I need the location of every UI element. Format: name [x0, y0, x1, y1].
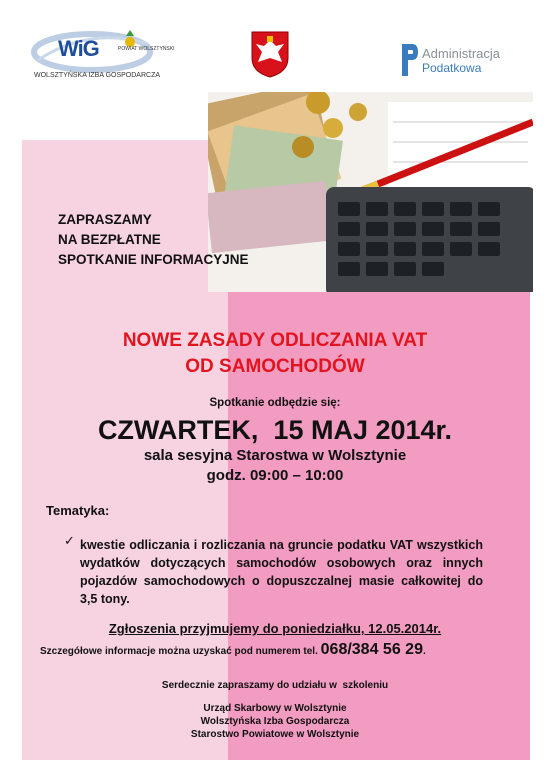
- regards-text: Serdecznie zapraszamy do udziału w szkoleniu: [161, 680, 389, 691]
- headline-line-2: OD SAMOCHODÓW: [185, 356, 365, 377]
- organizer-2: Wolsztyńska Izba Gospodarcza: [200, 716, 350, 727]
- meeting-time: godz. 09:00 – 10:00: [206, 467, 344, 484]
- meeting-venue: sala sesyjna Starostwa w Wolsztynie: [143, 447, 407, 464]
- organizer-1: Urząd Skarbowy w Wolsztynie: [203, 703, 347, 714]
- invite-line-1: ZAPRASZAMY: [58, 212, 152, 227]
- money-calculator-photo: [208, 92, 533, 292]
- contact-info: [40, 641, 426, 659]
- invite-line-2: NA BEZPŁATNE: [58, 232, 161, 247]
- wig-caption: WOLSZTYŃSKA IZBA GOSPODARCZA: [34, 72, 161, 79]
- topic-item: kwestie odliczania i rozliczania na gruncie podatku VAT wszystkich wydatków dotyczących samochodów osobowych oraz innych pojazdów samochodowych o dopuszczalnej masie całkowitej do 3,5 tony.: [80, 538, 483, 606]
- topics-title: Tematyka:: [46, 503, 110, 518]
- wig-logo: [30, 30, 175, 90]
- admin-logo-icon: [400, 42, 420, 78]
- checkmark-icon: ✓: [64, 534, 75, 549]
- registration-deadline: Zgłoszenia przyjmujemy do poniedziałku, 12.05.2014r.: [108, 621, 442, 636]
- meeting-label: Spotkanie odbędzie się:: [209, 397, 341, 409]
- invite-line-3: SPOTKANIE INFORMACYJNE: [58, 252, 249, 267]
- contact-info-end: .: [422, 646, 426, 657]
- invitation-block: [58, 210, 249, 270]
- meeting-date: CZWARTEK, 15 MAJ 2014r.: [97, 415, 453, 445]
- crest-icon: [250, 30, 290, 78]
- administracja-podatkowa-logo: [400, 40, 520, 80]
- wig-logo-text: WiG: [58, 36, 99, 61]
- organizer-3: Starostwo Powiatowe w Wolsztynie: [190, 729, 360, 740]
- headline-line-1: NOWE ZASADY ODLICZANIA VAT: [122, 330, 428, 351]
- contact-info-text: Szczegółowe informacje można uzyskać pod numerem tel.: [40, 646, 321, 657]
- admin-logo-line1: Administracja: [422, 46, 501, 61]
- wig-partner-text: POWIAT WOLSZTYŃSKI: [118, 46, 175, 52]
- contact-phone: 068/384 56 29: [320, 641, 423, 658]
- admin-logo-line2: Podatkowa: [422, 61, 482, 75]
